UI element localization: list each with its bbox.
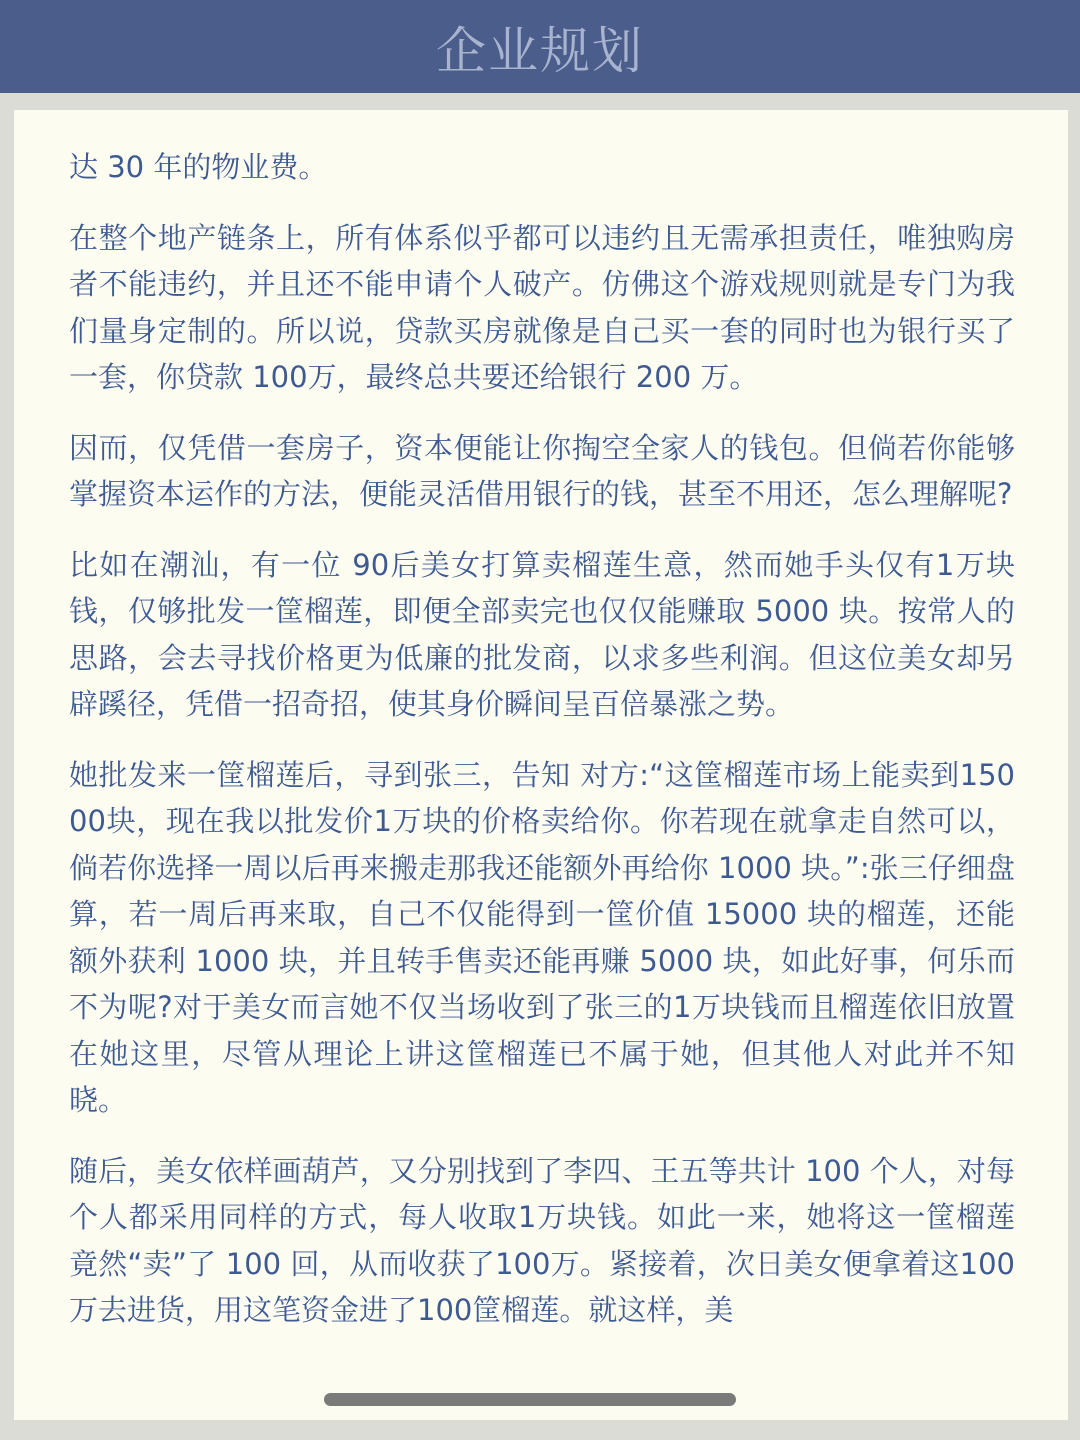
paragraph-1: 达 30 年的物业费。 (69, 150, 328, 184)
paragraph-3: 因而，仅凭借一套房子，资本便能让你掏空全家人的钱包。但倘若你能够掌握资本运作的方法，便能灵活借用银行的钱，甚至不用还，怎么理解呢? (69, 430, 1015, 511)
paragraph-5: 她批发来一筐榴莲后，寻到张三，告知 对方:“这筐榴莲市场上能卖到15000块，现在我以批发价1万块的价格卖给你。你若现在就拿走自然可以，倘若你选择一周以后再来搬走那我还能额外再给你 1000 块。”:张三仔细盘算，若一周后再来取，自己不仅能得到一筐价值 15000 块的榴莲，还能额外获利 1000 块，并且转手售卖还能再赚 5000 块，如此好事，何乐而不为呢?对于美女而言她不仅当场收到了张三的1万块钱而且榴莲依旧放置在她这里，尽管从理论上讲这筐榴莲已不属于她，但其他人对此并不知晓。 (69, 757, 1015, 1117)
horizontal-scrollbar[interactable] (324, 1393, 736, 1406)
page-title: 企业规划 (436, 21, 644, 80)
document-page (14, 110, 1068, 1420)
article-body (69, 144, 1015, 1358)
paragraph-4: 比如在潮汕，有一位 90后美女打算卖榴莲生意，然而她手头仅有1万块钱，仅够批发一筐榴莲，即便全部卖完也仅仅能赚取 5000 块。按常人的思路，会去寻找价格更为低廉的批发商，以求多些利润。但这位美女却另辟蹊径，凭借一招奇招，使其身价瞬间呈百倍暴涨之势。 (69, 547, 1015, 721)
header-bar (0, 0, 1080, 93)
paragraph-6: 随后，美女依样画葫芦，又分别找到了李四、王五等共计 100 个人，对每个人都采用同样的方式，每人收取1万块钱。如此一来，她将这一筐榴莲竟然“卖”了 100 回，从而收获了100万。紧接着，次日美女便拿着这100 万去进货，用这笔资金进了100筐榴莲。就这样，美 (69, 1153, 1015, 1327)
paragraph-2: 在整个地产链条上，所有体系似乎都可以违约且无需承担责任，唯独购房者不能违约，并且还不能申请个人破产。仿佛这个游戏规则就是专门为我们量身定制的。所以说，贷款买房就像是自己买一套的同时也为银行买了一套，你贷款 100万，最终总共要还给银行 200 万。 (69, 220, 1015, 394)
